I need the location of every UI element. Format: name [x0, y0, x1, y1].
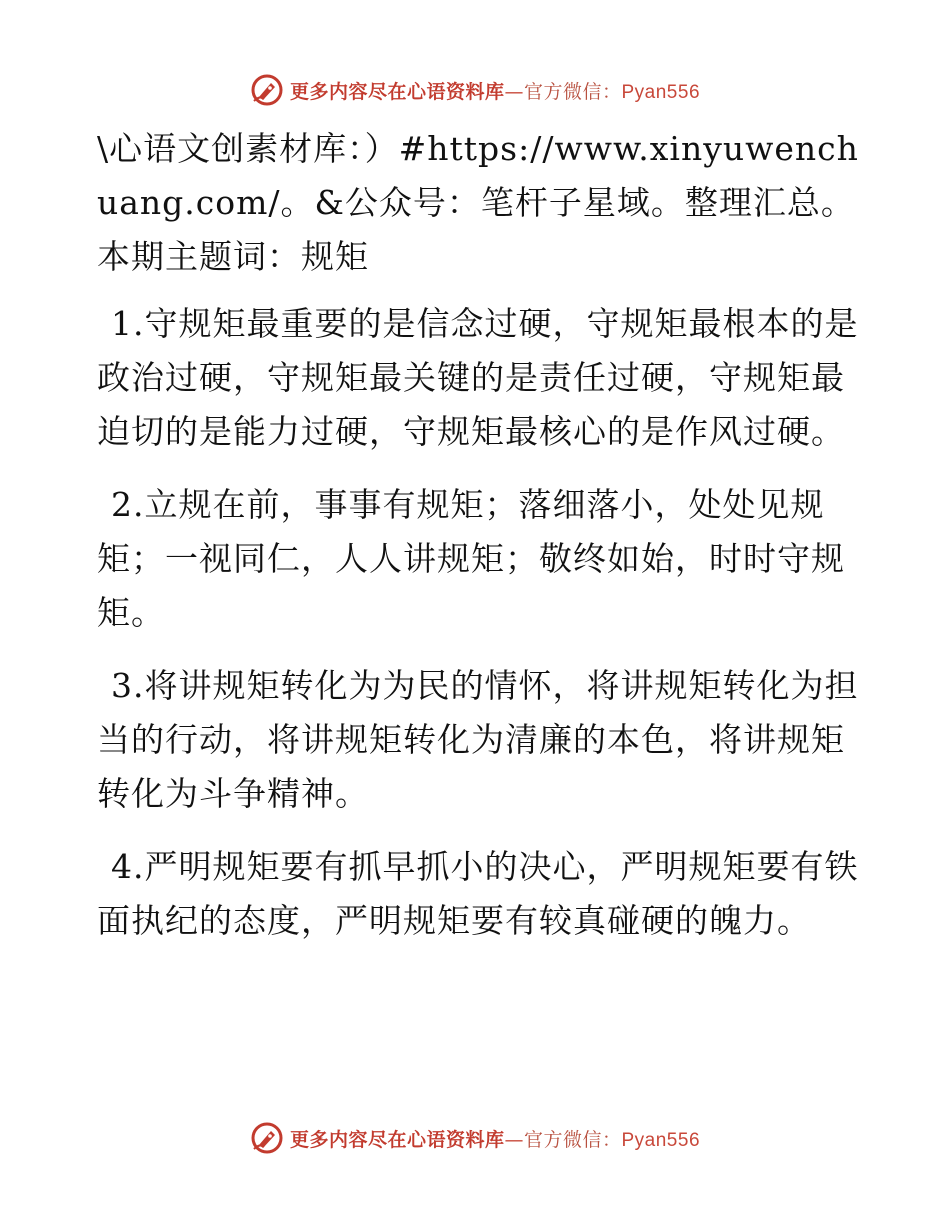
footer-brand: 更多内容尽在心语资料库: [289, 1128, 505, 1151]
footer-banner: [0, 1118, 950, 1158]
list-item-3: [97, 659, 867, 821]
footer-wechat-label: 官方微信：: [523, 1128, 622, 1151]
header-banner: [0, 70, 950, 110]
footer-wechat-id: Pyan556: [621, 1129, 701, 1151]
footer-separator: —: [504, 1128, 524, 1151]
document-body: [97, 122, 867, 967]
list-item-text: 2.立规在前，事事有规矩；落细落小，处处见规矩；一视同仁，人人讲规矩；敬终如始，时时守规矩。: [97, 485, 845, 632]
list-item-4: [97, 840, 867, 948]
header-wechat-id: Pyan556: [621, 81, 701, 103]
list-item-text: 1.守规矩最重要的是信念过硬，守规矩最根本的是政治过硬，守规矩最关键的是责任过硬，守规矩最迫切的是能力过硬，守规矩最核心的是作风过硬。: [97, 304, 859, 451]
header-separator: —: [504, 80, 524, 103]
intro-paragraph: \心语文创素材库：）#https://www.xinyuwenchuang.com/。&公众号：笔杆子星域。整理汇总。本期主题词：规矩: [97, 129, 859, 276]
pen-nib-circle-icon: [250, 73, 284, 107]
header-text: [290, 77, 700, 104]
pen-nib-circle-icon: [250, 1121, 284, 1155]
footer-text: [290, 1125, 700, 1152]
list-item-text: 4.严明规矩要有抓早抓小的决心，严明规矩要有铁面执纪的态度，严明规矩要有较真碰硬的魄力。: [97, 847, 859, 940]
list-item-text: 3.将讲规矩转化为为民的情怀，将讲规矩转化为担当的行动，将讲规矩转化为清廉的本色，将讲规矩转化为斗争精神。: [97, 666, 859, 813]
header-wechat-label: 官方微信：: [523, 80, 622, 103]
list-item-1: [97, 297, 867, 459]
list-item-2: [97, 478, 867, 640]
header-brand: 更多内容尽在心语资料库: [289, 80, 505, 103]
